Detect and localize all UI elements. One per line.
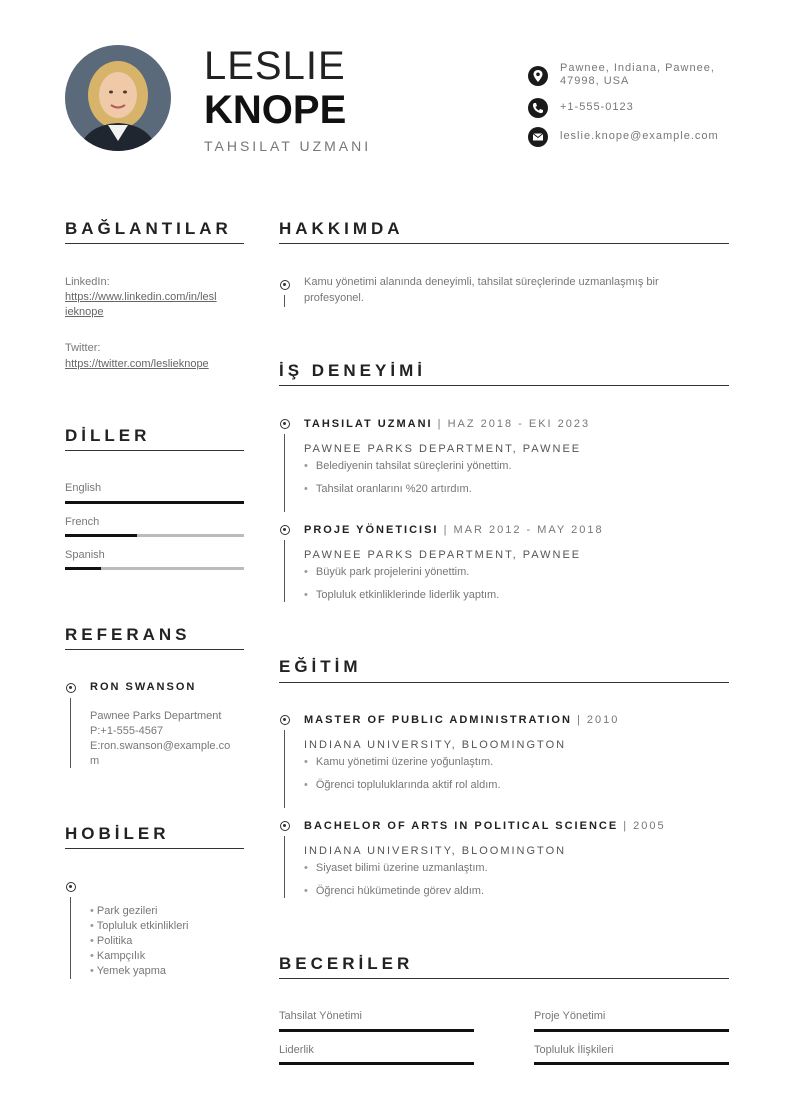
reference-phone: P:+1-555-4567 [90, 725, 164, 737]
list-item: • Kamu yönetimi üzerine yoğunlaştım. [304, 756, 493, 768]
timeline-line [70, 897, 71, 979]
education-school: INDIANA UNIVERSITY, BLOOMINGTON [304, 739, 567, 751]
list-item: • Belediyenin tahsilat süreçlerini yönettim. [304, 460, 512, 472]
timeline-dot-icon [66, 882, 76, 892]
timeline-line [284, 540, 285, 602]
language-name: French [65, 516, 100, 528]
skill-bar-fill [534, 1029, 729, 1032]
reference-email-line1: E:ron.swanson@example.co [90, 740, 231, 752]
references-title: REFERANS [65, 625, 191, 644]
job-heading: PROJE YÖNETICISI | MAR 2012 - MAY 2018 [304, 524, 604, 536]
linkedin-link-line2[interactable]: ieknope [65, 306, 104, 318]
twitter-label: Twitter: [65, 342, 101, 354]
hobbies-list [90, 904, 188, 979]
skill-bar-track [279, 1029, 474, 1032]
skills-title: BECERİLER [279, 954, 414, 973]
list-item: • Politika [90, 934, 188, 949]
timeline-dot-icon [280, 715, 290, 725]
twitter-link[interactable]: https://twitter.com/leslieknope [65, 358, 209, 370]
linkedin-link-line1[interactable]: https://www.linkedin.com/in/lesl [65, 291, 217, 303]
avatar [65, 45, 171, 151]
education-school: INDIANA UNIVERSITY, BLOOMINGTON [304, 845, 567, 857]
linkedin-label: LinkedIn: [65, 276, 110, 288]
languages-divider [65, 450, 244, 451]
connections-title: BAĞLANTILAR [65, 219, 232, 238]
skill-bar-track [279, 1062, 474, 1065]
education-divider [279, 682, 729, 683]
skill-name: Tahsilat Yönetimi [279, 1010, 362, 1022]
last-name: KNOPE [204, 88, 347, 132]
email-icon [528, 127, 548, 147]
hobbies-title: HOBİLER [65, 824, 170, 843]
language-name: English [65, 482, 102, 494]
list-item: • Büyük park projelerini yönettim. [304, 566, 469, 578]
list-item: • Topluluk etkinlikleri [90, 919, 188, 934]
skill-name: Proje Yönetimi [534, 1010, 606, 1022]
timeline-line [284, 295, 285, 307]
skill-bar-fill [279, 1062, 474, 1065]
list-item: • Öğrenci topluluklarında aktif rol aldım. [304, 779, 501, 791]
timeline-dot-icon [280, 525, 290, 535]
hobbies-divider [65, 848, 244, 849]
about-title: HAKKIMDA [279, 219, 404, 238]
skill-bar-fill [279, 1029, 474, 1032]
contact-email[interactable]: leslie.knope@example.com [560, 130, 719, 142]
job-title: TAHSILAT UZMANI [204, 138, 372, 154]
reference-org: Pawnee Parks Department [90, 710, 222, 722]
skill-bar-fill [534, 1062, 729, 1065]
reference-email-line2: m [90, 755, 100, 767]
linkedin-link[interactable] [65, 290, 245, 320]
skill-bar-track [534, 1029, 729, 1032]
skill-bar-track [534, 1062, 729, 1065]
language-bar-french [65, 534, 244, 537]
connections-divider [65, 243, 244, 244]
language-bar-spanish [65, 567, 244, 570]
list-item: • Kampçılık [90, 949, 188, 964]
timeline-dot-icon [280, 419, 290, 429]
skill-name: Liderlik [279, 1044, 314, 1056]
timeline-line [284, 730, 285, 808]
job-company: PAWNEE PARKS DEPARTMENT, PAWNEE [304, 549, 582, 561]
contact-phone: +1-555-0123 [560, 101, 634, 113]
language-bar-english [65, 501, 244, 504]
language-bar-fill [65, 501, 244, 504]
skills-divider [279, 978, 729, 979]
experience-title: İŞ DENEYİMİ [279, 361, 426, 380]
phone-icon [528, 98, 548, 118]
location-pin-icon [528, 66, 548, 86]
about-divider [279, 243, 729, 244]
references-divider [65, 649, 244, 650]
timeline-line [70, 698, 71, 768]
timeline-line [284, 434, 285, 512]
experience-divider [279, 385, 729, 386]
about-text-line1: Kamu yönetimi alanında deneyimli, tahsilat süreçlerinde uzmanlaşmış bir [304, 276, 659, 288]
list-item: • Tahsilat oranlarını %20 artırdım. [304, 483, 472, 495]
list-item: • Siyaset bilimi üzerine uzmanlaştım. [304, 862, 488, 874]
timeline-dot-icon [66, 683, 76, 693]
job-company: PAWNEE PARKS DEPARTMENT, PAWNEE [304, 443, 582, 455]
contact-address: Pawnee, Indiana, Pawnee, 47998, USA [560, 62, 715, 87]
job-heading: TAHSILAT UZMANI | HAZ 2018 - EKI 2023 [304, 418, 591, 430]
language-bar-fill [65, 534, 137, 537]
education-heading: BACHELOR OF ARTS IN POLITICAL SCIENCE | 2005 [304, 820, 666, 832]
list-item: • Topluluk etkinliklerinde liderlik yaptım. [304, 589, 499, 601]
education-heading: MASTER OF PUBLIC ADMINISTRATION | 2010 [304, 714, 620, 726]
reference-name: RON SWANSON [90, 681, 197, 693]
about-text-line2: profesyonel. [304, 292, 364, 304]
list-item: • Öğrenci hükümetinde görev aldım. [304, 885, 484, 897]
timeline-dot-icon [280, 821, 290, 831]
first-name: LESLIE [204, 44, 346, 88]
timeline-dot-icon [280, 280, 290, 290]
skill-name: Topluluk İlişkileri [534, 1044, 614, 1056]
list-item: • Park gezileri [90, 904, 188, 919]
language-bar-fill [65, 567, 101, 570]
languages-title: DİLLER [65, 426, 151, 445]
timeline-line [284, 836, 285, 898]
language-name: Spanish [65, 549, 105, 561]
education-title: EĞİTİM [279, 657, 362, 676]
list-item: • Yemek yapma [90, 964, 188, 979]
